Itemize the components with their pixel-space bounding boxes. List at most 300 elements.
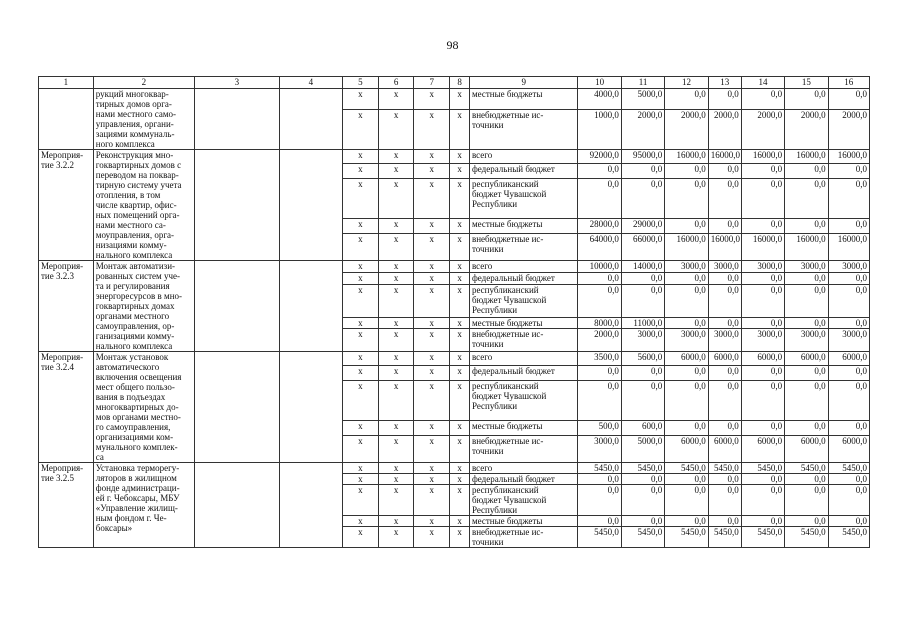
amount-cell: 16000,0 bbox=[741, 150, 784, 164]
code-mark: x bbox=[414, 109, 450, 149]
funding-source: республиканский бюджет Чувашской Республики bbox=[469, 284, 578, 317]
code-mark: x bbox=[414, 380, 450, 420]
amount-cell: 0,0 bbox=[578, 178, 621, 218]
code-mark: x bbox=[414, 366, 450, 380]
amount-cell: 16000,0 bbox=[708, 233, 741, 260]
funding-source: федеральный бюджет bbox=[469, 164, 578, 178]
amount-cell: 3000,0 bbox=[708, 329, 741, 352]
code-mark: x bbox=[450, 435, 470, 462]
amount-cell: 5450,0 bbox=[741, 527, 784, 548]
amount-cell: 2000,0 bbox=[578, 329, 621, 352]
measure-name: Монтаж установок автоматического включения освещения мест общего пользо- вания в подъездах многоквартирных до- мов органами местно- го самоуправления, организациями ком- мунального комплек- са bbox=[93, 352, 194, 463]
code-mark: x bbox=[414, 352, 450, 366]
funding-source: республиканский бюджет Чувашской Республики bbox=[469, 380, 578, 420]
measure-code: Мероприя- тие 3.2.4 bbox=[39, 352, 94, 463]
amount-cell: 0,0 bbox=[578, 516, 621, 527]
amount-cell: 0,0 bbox=[828, 219, 869, 233]
amount-cell: 0,0 bbox=[665, 485, 708, 516]
amount-cell: 0,0 bbox=[828, 380, 869, 420]
amount-cell: 0,0 bbox=[741, 380, 784, 420]
amount-cell: 0,0 bbox=[621, 516, 664, 527]
amount-cell: 0,0 bbox=[665, 284, 708, 317]
code-mark: x bbox=[450, 164, 470, 178]
code-mark: x bbox=[379, 261, 414, 273]
amount-cell: 0,0 bbox=[665, 272, 708, 284]
amount-cell: 16000,0 bbox=[785, 150, 828, 164]
code-mark: x bbox=[342, 352, 378, 366]
code-mark: x bbox=[450, 109, 470, 149]
amount-cell: 3000,0 bbox=[828, 261, 869, 273]
amount-cell: 14000,0 bbox=[621, 261, 664, 273]
amount-cell: 0,0 bbox=[785, 516, 828, 527]
amount-cell: 0,0 bbox=[785, 485, 828, 516]
amount-cell: 5450,0 bbox=[708, 463, 741, 474]
code-mark: x bbox=[342, 233, 378, 260]
funding-source: местные бюджеты bbox=[469, 516, 578, 527]
code-mark: x bbox=[342, 284, 378, 317]
amount-cell: 0,0 bbox=[578, 474, 621, 485]
funding-source: внебюджетные ис- точники bbox=[469, 109, 578, 149]
funding-source: республиканский бюджет Чувашской Республики bbox=[469, 485, 578, 516]
amount-cell: 5450,0 bbox=[621, 527, 664, 548]
code-mark: x bbox=[379, 435, 414, 462]
code-mark: x bbox=[342, 421, 378, 435]
code-mark: x bbox=[379, 366, 414, 380]
code-mark: x bbox=[379, 463, 414, 474]
amount-cell: 0,0 bbox=[665, 89, 708, 110]
code-mark: x bbox=[379, 284, 414, 317]
amount-cell: 6000,0 bbox=[785, 435, 828, 462]
measure-code: Мероприя- тие 3.2.5 bbox=[39, 463, 94, 548]
measure-code: Мероприя- тие 3.2.3 bbox=[39, 261, 94, 352]
funding-source: внебюджетные ис- точники bbox=[469, 435, 578, 462]
code-mark: x bbox=[414, 329, 450, 352]
funding-source: федеральный бюджет bbox=[469, 272, 578, 284]
amount-cell: 0,0 bbox=[741, 516, 784, 527]
code-mark: x bbox=[450, 485, 470, 516]
amount-cell: 0,0 bbox=[741, 178, 784, 218]
amount-cell: 10000,0 bbox=[578, 261, 621, 273]
code-mark: x bbox=[414, 89, 450, 110]
amount-cell: 0,0 bbox=[741, 421, 784, 435]
amount-cell: 0,0 bbox=[578, 380, 621, 420]
code-mark: x bbox=[450, 516, 470, 527]
code-mark: x bbox=[414, 164, 450, 178]
column-header: 15 bbox=[785, 77, 828, 89]
column-header: 2 bbox=[93, 77, 194, 89]
amount-cell: 6000,0 bbox=[741, 352, 784, 366]
code-mark: x bbox=[414, 485, 450, 516]
code-mark: x bbox=[342, 261, 378, 273]
amount-cell: 0,0 bbox=[665, 317, 708, 329]
measure-name: Установка терморегу- ляторов в жилищном фонде администраци- ей г. Чебоксары, МБУ «Управление жилищ- ным фондом г. Че- боксары» bbox=[93, 463, 194, 548]
code-mark: x bbox=[450, 380, 470, 420]
amount-cell: 0,0 bbox=[828, 366, 869, 380]
amount-cell: 3000,0 bbox=[665, 261, 708, 273]
column-header: 16 bbox=[828, 77, 869, 89]
amount-cell: 0,0 bbox=[578, 485, 621, 516]
code-mark: x bbox=[450, 474, 470, 485]
amount-cell: 95000,0 bbox=[621, 150, 664, 164]
code-mark: x bbox=[414, 233, 450, 260]
amount-cell: 0,0 bbox=[665, 219, 708, 233]
amount-cell: 6000,0 bbox=[708, 435, 741, 462]
amount-cell: 5450,0 bbox=[665, 463, 708, 474]
period-cell bbox=[279, 150, 342, 261]
executor-cell bbox=[195, 150, 280, 261]
amount-cell: 5450,0 bbox=[665, 527, 708, 548]
amount-cell: 28000,0 bbox=[578, 219, 621, 233]
amount-cell: 0,0 bbox=[621, 485, 664, 516]
amount-cell: 0,0 bbox=[785, 474, 828, 485]
amount-cell: 5000,0 bbox=[621, 89, 664, 110]
code-mark: x bbox=[379, 527, 414, 548]
amount-cell: 0,0 bbox=[621, 284, 664, 317]
code-mark: x bbox=[450, 89, 470, 110]
code-mark: x bbox=[414, 421, 450, 435]
code-mark: x bbox=[450, 463, 470, 474]
funding-source: всего bbox=[469, 150, 578, 164]
amount-cell: 16000,0 bbox=[828, 150, 869, 164]
amount-cell: 0,0 bbox=[665, 366, 708, 380]
code-mark: x bbox=[379, 109, 414, 149]
table-row bbox=[39, 463, 870, 474]
amount-cell: 29000,0 bbox=[621, 219, 664, 233]
code-mark: x bbox=[379, 219, 414, 233]
code-mark: x bbox=[342, 164, 378, 178]
amount-cell: 0,0 bbox=[741, 317, 784, 329]
amount-cell: 16000,0 bbox=[708, 150, 741, 164]
amount-cell: 0,0 bbox=[665, 164, 708, 178]
period-cell bbox=[279, 352, 342, 463]
funding-source: внебюджетные ис- точники bbox=[469, 527, 578, 548]
amount-cell: 6000,0 bbox=[665, 435, 708, 462]
amount-cell: 6000,0 bbox=[785, 352, 828, 366]
amount-cell: 16000,0 bbox=[741, 233, 784, 260]
amount-cell: 11000,0 bbox=[621, 317, 664, 329]
amount-cell: 0,0 bbox=[708, 178, 741, 218]
code-mark: x bbox=[342, 178, 378, 218]
code-mark: x bbox=[414, 272, 450, 284]
amount-cell: 6000,0 bbox=[828, 352, 869, 366]
amount-cell: 0,0 bbox=[665, 474, 708, 485]
amount-cell: 0,0 bbox=[708, 516, 741, 527]
amount-cell: 2000,0 bbox=[665, 109, 708, 149]
amount-cell: 0,0 bbox=[708, 164, 741, 178]
amount-cell: 92000,0 bbox=[578, 150, 621, 164]
amount-cell: 0,0 bbox=[708, 380, 741, 420]
column-header: 13 bbox=[708, 77, 741, 89]
funding-source: всего bbox=[469, 352, 578, 366]
table-row bbox=[39, 352, 870, 366]
code-mark: x bbox=[450, 261, 470, 273]
code-mark: x bbox=[342, 474, 378, 485]
executor-cell bbox=[195, 261, 280, 352]
code-mark: x bbox=[414, 435, 450, 462]
code-mark: x bbox=[414, 516, 450, 527]
measure-name: Реконструкция мно- гоквартирных домов с переводом на поквар- тирную систему учета отопления, в том числе квартир, офис- ных помещений орга- нами местного са- моуправления, орга- низациями комму- нального комплекса bbox=[93, 150, 194, 261]
amount-cell: 3500,0 bbox=[578, 352, 621, 366]
amount-cell: 0,0 bbox=[708, 219, 741, 233]
code-mark: x bbox=[450, 421, 470, 435]
table-row bbox=[39, 89, 870, 110]
amount-cell: 0,0 bbox=[578, 164, 621, 178]
column-header: 3 bbox=[195, 77, 280, 89]
code-mark: x bbox=[342, 329, 378, 352]
amount-cell: 3000,0 bbox=[741, 261, 784, 273]
amount-cell: 0,0 bbox=[785, 89, 828, 110]
column-header: 4 bbox=[279, 77, 342, 89]
amount-cell: 0,0 bbox=[708, 366, 741, 380]
code-mark: x bbox=[342, 435, 378, 462]
code-mark: x bbox=[450, 150, 470, 164]
amount-cell: 66000,0 bbox=[621, 233, 664, 260]
amount-cell: 5450,0 bbox=[741, 463, 784, 474]
amount-cell: 0,0 bbox=[621, 272, 664, 284]
page-number: 98 bbox=[446, 38, 459, 52]
amount-cell: 0,0 bbox=[785, 380, 828, 420]
amount-cell: 0,0 bbox=[741, 219, 784, 233]
amount-cell: 3000,0 bbox=[828, 329, 869, 352]
amount-cell: 0,0 bbox=[741, 366, 784, 380]
funding-source: всего bbox=[469, 463, 578, 474]
executor-cell bbox=[195, 463, 280, 548]
code-mark: x bbox=[342, 317, 378, 329]
code-mark: x bbox=[342, 527, 378, 548]
amount-cell: 5450,0 bbox=[785, 463, 828, 474]
amount-cell: 0,0 bbox=[741, 164, 784, 178]
code-mark: x bbox=[379, 329, 414, 352]
funding-source: республиканский бюджет Чувашской Республики bbox=[469, 178, 578, 218]
measure-name: рукций многоквар- тирных домов орга- нами местного само- управления, органи- зациями коммуналь- ного комплекса bbox=[93, 89, 194, 150]
amount-cell: 0,0 bbox=[708, 485, 741, 516]
amount-cell: 0,0 bbox=[785, 164, 828, 178]
amount-cell: 6000,0 bbox=[665, 352, 708, 366]
amount-cell: 0,0 bbox=[665, 421, 708, 435]
column-header: 6 bbox=[379, 77, 414, 89]
amount-cell: 0,0 bbox=[621, 474, 664, 485]
amount-cell: 6000,0 bbox=[741, 435, 784, 462]
amount-cell: 0,0 bbox=[578, 284, 621, 317]
amount-cell: 0,0 bbox=[828, 421, 869, 435]
amount-cell: 5450,0 bbox=[708, 527, 741, 548]
amount-cell: 0,0 bbox=[785, 178, 828, 218]
amount-cell: 3000,0 bbox=[785, 261, 828, 273]
amount-cell: 2000,0 bbox=[785, 109, 828, 149]
period-cell bbox=[279, 463, 342, 548]
funding-source: всего bbox=[469, 261, 578, 273]
amount-cell: 5450,0 bbox=[828, 527, 869, 548]
amount-cell: 0,0 bbox=[621, 380, 664, 420]
column-header: 5 bbox=[342, 77, 378, 89]
amount-cell: 16000,0 bbox=[828, 233, 869, 260]
amount-cell: 0,0 bbox=[785, 272, 828, 284]
amount-cell: 0,0 bbox=[665, 516, 708, 527]
code-mark: x bbox=[342, 366, 378, 380]
amount-cell: 0,0 bbox=[828, 89, 869, 110]
funding-source: федеральный бюджет bbox=[469, 474, 578, 485]
funding-source: местные бюджеты bbox=[469, 219, 578, 233]
executor-cell bbox=[195, 352, 280, 463]
code-mark: x bbox=[342, 463, 378, 474]
code-mark: x bbox=[414, 219, 450, 233]
amount-cell: 3000,0 bbox=[578, 435, 621, 462]
amount-cell: 2000,0 bbox=[621, 109, 664, 149]
funding-source: местные бюджеты bbox=[469, 421, 578, 435]
amount-cell: 1000,0 bbox=[578, 109, 621, 149]
code-mark: x bbox=[450, 329, 470, 352]
amount-cell: 8000,0 bbox=[578, 317, 621, 329]
code-mark: x bbox=[379, 516, 414, 527]
column-header: 11 bbox=[621, 77, 664, 89]
code-mark: x bbox=[414, 178, 450, 218]
code-mark: x bbox=[450, 178, 470, 218]
code-mark: x bbox=[342, 516, 378, 527]
amount-cell: 5000,0 bbox=[621, 435, 664, 462]
funding-source: местные бюджеты bbox=[469, 89, 578, 110]
column-header: 12 bbox=[665, 77, 708, 89]
amount-cell: 0,0 bbox=[785, 317, 828, 329]
code-mark: x bbox=[379, 233, 414, 260]
code-mark: x bbox=[379, 421, 414, 435]
code-mark: x bbox=[342, 109, 378, 149]
code-mark: x bbox=[450, 317, 470, 329]
code-mark: x bbox=[342, 380, 378, 420]
amount-cell: 3000,0 bbox=[785, 329, 828, 352]
executor-cell bbox=[195, 89, 280, 150]
amount-cell: 6000,0 bbox=[708, 352, 741, 366]
amount-cell: 0,0 bbox=[785, 219, 828, 233]
code-mark: x bbox=[342, 150, 378, 164]
code-mark: x bbox=[342, 89, 378, 110]
code-mark: x bbox=[414, 284, 450, 317]
code-mark: x bbox=[414, 463, 450, 474]
code-mark: x bbox=[450, 272, 470, 284]
column-header: 10 bbox=[578, 77, 621, 89]
measure-name: Монтаж автоматизи- рованных систем уче- та и регулирования энергоресурсов в мно- гоквартирных домах органами местного самоуправления, ор- ганизациями комму- нального комплекса bbox=[93, 261, 194, 352]
amount-cell: 0,0 bbox=[828, 485, 869, 516]
amount-cell: 0,0 bbox=[828, 317, 869, 329]
amount-cell: 0,0 bbox=[785, 284, 828, 317]
code-mark: x bbox=[379, 164, 414, 178]
code-mark: x bbox=[450, 352, 470, 366]
code-mark: x bbox=[414, 474, 450, 485]
amount-cell: 0,0 bbox=[621, 164, 664, 178]
amount-cell: 3000,0 bbox=[665, 329, 708, 352]
amount-cell: 5450,0 bbox=[828, 463, 869, 474]
amount-cell: 5450,0 bbox=[578, 527, 621, 548]
code-mark: x bbox=[379, 474, 414, 485]
amount-cell: 64000,0 bbox=[578, 233, 621, 260]
amount-cell: 0,0 bbox=[741, 284, 784, 317]
code-mark: x bbox=[450, 233, 470, 260]
column-header: 14 bbox=[741, 77, 784, 89]
amount-cell: 0,0 bbox=[621, 366, 664, 380]
column-header: 1 bbox=[39, 77, 94, 89]
table-row bbox=[39, 261, 870, 273]
amount-cell: 0,0 bbox=[665, 178, 708, 218]
code-mark: x bbox=[379, 272, 414, 284]
amount-cell: 16000,0 bbox=[785, 233, 828, 260]
amount-cell: 0,0 bbox=[828, 474, 869, 485]
funding-source: федеральный бюджет bbox=[469, 366, 578, 380]
amount-cell: 0,0 bbox=[708, 284, 741, 317]
amount-cell: 0,0 bbox=[741, 89, 784, 110]
amount-cell: 0,0 bbox=[741, 485, 784, 516]
code-mark: x bbox=[450, 527, 470, 548]
code-mark: x bbox=[342, 485, 378, 516]
amount-cell: 2000,0 bbox=[828, 109, 869, 149]
period-cell bbox=[279, 89, 342, 150]
amount-cell: 0,0 bbox=[785, 421, 828, 435]
code-mark: x bbox=[379, 352, 414, 366]
funding-source: внебюджетные ис- точники bbox=[469, 233, 578, 260]
amount-cell: 3000,0 bbox=[621, 329, 664, 352]
funding-source: внебюджетные ис- точники bbox=[469, 329, 578, 352]
period-cell bbox=[279, 261, 342, 352]
amount-cell: 0,0 bbox=[741, 272, 784, 284]
amount-cell: 0,0 bbox=[708, 272, 741, 284]
amount-cell: 2000,0 bbox=[741, 109, 784, 149]
amount-cell: 0,0 bbox=[578, 272, 621, 284]
measure-code bbox=[39, 89, 94, 150]
code-mark: x bbox=[342, 272, 378, 284]
amount-cell: 0,0 bbox=[828, 284, 869, 317]
amount-cell: 0,0 bbox=[708, 89, 741, 110]
amount-cell: 16000,0 bbox=[665, 233, 708, 260]
amount-cell: 0,0 bbox=[621, 178, 664, 218]
amount-cell: 5450,0 bbox=[578, 463, 621, 474]
column-header: 7 bbox=[414, 77, 450, 89]
amount-cell: 0,0 bbox=[708, 421, 741, 435]
amount-cell: 0,0 bbox=[828, 272, 869, 284]
amount-cell: 0,0 bbox=[741, 474, 784, 485]
code-mark: x bbox=[379, 317, 414, 329]
amount-cell: 5600,0 bbox=[621, 352, 664, 366]
amount-cell: 0,0 bbox=[708, 474, 741, 485]
code-mark: x bbox=[414, 261, 450, 273]
column-header: 9 bbox=[469, 77, 578, 89]
amount-cell: 5450,0 bbox=[785, 527, 828, 548]
code-mark: x bbox=[450, 219, 470, 233]
amount-cell: 3000,0 bbox=[708, 261, 741, 273]
measure-code: Мероприя- тие 3.2.2 bbox=[39, 150, 94, 261]
amount-cell: 0,0 bbox=[828, 178, 869, 218]
code-mark: x bbox=[379, 178, 414, 218]
amount-cell: 500,0 bbox=[578, 421, 621, 435]
code-mark: x bbox=[379, 380, 414, 420]
funding-source: местные бюджеты bbox=[469, 317, 578, 329]
amount-cell: 0,0 bbox=[785, 366, 828, 380]
amount-cell: 2000,0 bbox=[708, 109, 741, 149]
code-mark: x bbox=[342, 219, 378, 233]
amount-cell: 4000,0 bbox=[578, 89, 621, 110]
code-mark: x bbox=[414, 527, 450, 548]
amount-cell: 0,0 bbox=[828, 516, 869, 527]
budget-table bbox=[38, 76, 870, 548]
column-header: 8 bbox=[450, 77, 470, 89]
amount-cell: 6000,0 bbox=[828, 435, 869, 462]
amount-cell: 16000,0 bbox=[665, 150, 708, 164]
amount-cell: 0,0 bbox=[665, 380, 708, 420]
amount-cell: 600,0 bbox=[621, 421, 664, 435]
table-row bbox=[39, 150, 870, 164]
header-row bbox=[39, 77, 870, 89]
code-mark: x bbox=[414, 150, 450, 164]
amount-cell: 0,0 bbox=[828, 164, 869, 178]
code-mark: x bbox=[450, 284, 470, 317]
amount-cell: 0,0 bbox=[578, 366, 621, 380]
